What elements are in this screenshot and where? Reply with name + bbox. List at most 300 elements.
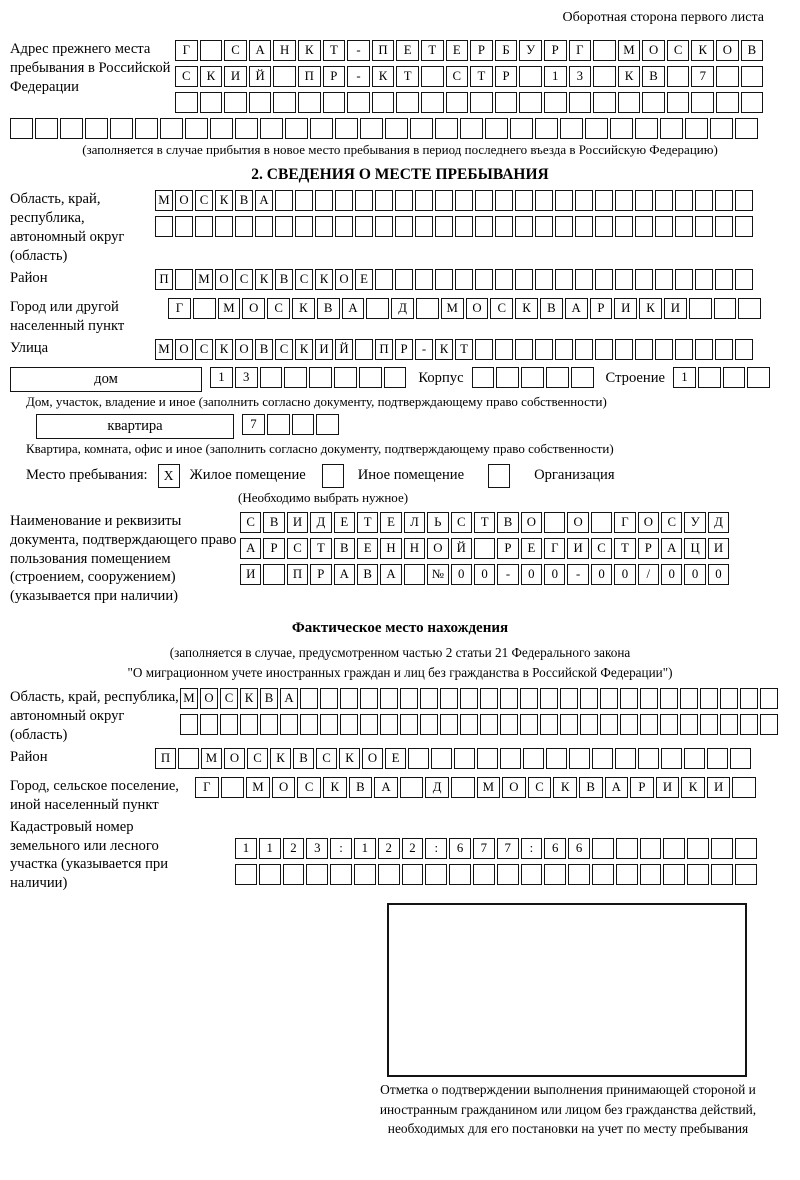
char-cell [435, 190, 453, 211]
char-cell [496, 367, 519, 388]
char-cell [200, 92, 223, 113]
char-cell [600, 688, 618, 709]
cell-row [195, 777, 756, 798]
char-cell: К [372, 66, 395, 87]
char-cell: Б [495, 40, 518, 61]
char-cell [715, 339, 733, 360]
char-cell: - [497, 564, 518, 585]
char-cell: Е [355, 269, 373, 290]
char-cell [440, 714, 458, 735]
char-cell [283, 864, 305, 885]
char-cell: 0 [708, 564, 729, 585]
char-cell [616, 864, 638, 885]
char-cell: 0 [684, 564, 705, 585]
char-cell: О [200, 688, 218, 709]
char-cell [523, 748, 544, 769]
char-cell [178, 748, 199, 769]
ulitsa-block [10, 339, 790, 365]
char-cell: К [292, 298, 315, 319]
char-cell: Д [391, 298, 414, 319]
char-cell [375, 269, 393, 290]
char-cell [760, 714, 778, 735]
char-cell: К [270, 748, 291, 769]
char-cell: И [708, 538, 729, 559]
char-cell [560, 714, 578, 735]
char-cell [475, 190, 493, 211]
char-cell [431, 748, 452, 769]
char-cell [275, 190, 293, 211]
dom-caption: Дом, участок, владение и иное (заполнить согласно документу, подтверждающему право собственности) [26, 394, 607, 410]
char-cell [295, 190, 313, 211]
char-cell: К [691, 40, 714, 61]
char-cell: С [235, 269, 253, 290]
char-cell [224, 92, 247, 113]
char-cell [35, 118, 58, 139]
char-cell [385, 118, 408, 139]
char-cell: В [317, 298, 340, 319]
char-cell [593, 66, 616, 87]
char-cell [420, 714, 438, 735]
char-cell [544, 512, 565, 533]
char-cell [675, 339, 693, 360]
char-cell [60, 118, 83, 139]
char-cell [359, 367, 382, 388]
char-cell: 0 [474, 564, 495, 585]
char-cell: П [375, 339, 393, 360]
prev-address-block [10, 40, 790, 118]
char-cell: 6 [449, 838, 471, 859]
char-cell [695, 190, 713, 211]
char-cell [395, 190, 413, 211]
fact-raion-block [10, 748, 790, 774]
char-cell: С [287, 538, 308, 559]
char-cell [595, 339, 613, 360]
char-cell: 2 [283, 838, 305, 859]
char-cell [300, 688, 318, 709]
char-cell [285, 118, 308, 139]
char-cell [267, 414, 290, 435]
char-cell [535, 216, 553, 237]
cell-row [210, 367, 406, 388]
char-cell [402, 864, 424, 885]
char-cell [723, 367, 746, 388]
char-cell: Н [380, 538, 401, 559]
char-cell: Р [497, 538, 518, 559]
char-cell: П [287, 564, 308, 585]
char-cell: Т [474, 512, 495, 533]
char-cell: С [667, 40, 690, 61]
char-cell: О [427, 538, 448, 559]
cell-row [175, 40, 763, 61]
char-cell [716, 92, 739, 113]
char-cell: А [280, 688, 298, 709]
char-cell: Е [385, 748, 406, 769]
char-cell [500, 688, 518, 709]
char-cell [735, 216, 753, 237]
char-cell [221, 777, 245, 798]
char-cell [687, 838, 709, 859]
oblast-block [10, 190, 790, 266]
char-cell [355, 339, 373, 360]
char-cell [235, 216, 253, 237]
char-cell [735, 190, 753, 211]
char-cell: Т [421, 40, 444, 61]
char-cell: Н [273, 40, 296, 61]
char-cell: А [240, 538, 261, 559]
char-cell: О [567, 512, 588, 533]
char-cell: А [565, 298, 588, 319]
char-cell: Й [335, 339, 353, 360]
char-cell [440, 688, 458, 709]
char-cell: А [255, 190, 273, 211]
char-cell [200, 40, 223, 61]
char-cell: К [240, 688, 258, 709]
char-cell [395, 216, 413, 237]
char-cell [535, 190, 553, 211]
zhiloe-label: Жилое помещение [189, 467, 306, 484]
char-cell [595, 190, 613, 211]
gorod-block [10, 298, 790, 336]
char-cell [395, 269, 413, 290]
char-cell: Р [395, 339, 413, 360]
char-cell: О [521, 512, 542, 533]
char-cell [323, 92, 346, 113]
char-cell: С [446, 66, 469, 87]
char-cell [571, 367, 594, 388]
char-cell [415, 269, 433, 290]
char-cell [720, 688, 738, 709]
char-cell [691, 92, 714, 113]
char-cell: / [638, 564, 659, 585]
cell-row [240, 538, 729, 559]
char-cell [747, 367, 770, 388]
char-cell: К [255, 269, 273, 290]
char-cell [660, 118, 683, 139]
cell-row [175, 92, 763, 113]
char-cell: В [579, 777, 603, 798]
ulitsa-label: Улица [10, 340, 49, 357]
char-cell: П [298, 66, 321, 87]
char-cell [451, 777, 475, 798]
char-cell [735, 339, 753, 360]
char-cell: Т [470, 66, 493, 87]
char-cell [714, 298, 737, 319]
char-cell: О [272, 777, 296, 798]
char-cell [235, 864, 257, 885]
checkbox-zhiloe: X [158, 464, 180, 488]
char-cell [255, 216, 273, 237]
char-cell [735, 269, 753, 290]
char-cell [560, 118, 583, 139]
char-cell [400, 714, 418, 735]
char-cell: : [330, 838, 352, 859]
char-cell [560, 688, 578, 709]
prev-address-caption: (заполняется в случае прибытия в новое место пребывания в период последнего въезда в Российскую Федерацию) [82, 142, 718, 157]
char-cell [732, 777, 756, 798]
char-cell [300, 714, 318, 735]
char-cell: О [175, 339, 193, 360]
char-cell [519, 66, 542, 87]
char-cell [335, 216, 353, 237]
stamp-box [387, 903, 747, 1077]
char-cell: 3 [306, 838, 328, 859]
cell-row [240, 564, 729, 585]
char-cell: С [195, 190, 213, 211]
char-cell: С [220, 688, 238, 709]
char-cell [263, 564, 284, 585]
char-cell [480, 714, 498, 735]
char-cell [515, 216, 533, 237]
char-cell [500, 748, 521, 769]
char-cell [642, 92, 665, 113]
char-cell: М [477, 777, 501, 798]
oblast-rows [155, 190, 753, 242]
char-cell [715, 269, 733, 290]
char-cell [667, 66, 690, 87]
char-cell: Р [630, 777, 654, 798]
char-cell: К [215, 190, 233, 211]
char-cell: А [605, 777, 629, 798]
char-cell: К [553, 777, 577, 798]
kvartira-caption: Квартира, комната, офис и иное (заполнить согласно документу, подтверждающему право собственности) [26, 441, 614, 457]
char-cell [404, 564, 425, 585]
char-cell: И [707, 777, 731, 798]
char-cell [675, 190, 693, 211]
dom-block [10, 367, 790, 393]
char-cell: Т [455, 339, 473, 360]
char-cell: Ь [427, 512, 448, 533]
char-cell: 1 [673, 367, 696, 388]
char-cell [275, 216, 293, 237]
char-cell: С [490, 298, 513, 319]
char-cell [410, 118, 433, 139]
char-cell [360, 688, 378, 709]
char-cell [420, 688, 438, 709]
char-cell: С [297, 777, 321, 798]
char-cell [555, 339, 573, 360]
char-cell: Д [425, 777, 449, 798]
char-cell: О [362, 748, 383, 769]
char-cell [615, 269, 633, 290]
char-cell [591, 512, 612, 533]
char-cell [575, 269, 593, 290]
char-cell: Т [614, 538, 635, 559]
cell-row [168, 298, 761, 319]
kadastr-block [10, 818, 790, 894]
char-cell [175, 269, 193, 290]
char-cell [618, 92, 641, 113]
fact-title: Фактическое место нахождения [291, 620, 509, 637]
char-cell [519, 92, 542, 113]
char-cell [738, 298, 761, 319]
cell-row [155, 216, 753, 237]
char-cell [595, 269, 613, 290]
char-cell: С [316, 748, 337, 769]
char-cell: А [342, 298, 365, 319]
char-cell [180, 714, 198, 735]
kadastr-label: Кадастровый номер земельного или лесного участка (указывается при наличии) [10, 818, 169, 892]
fact-oblast-label: Область, край, республика, автономный округ (область) [10, 688, 179, 743]
char-cell [685, 118, 708, 139]
char-cell [415, 216, 433, 237]
char-cell [193, 298, 216, 319]
doc-block [10, 512, 790, 607]
char-cell [475, 339, 493, 360]
prev-address-rows [175, 40, 763, 118]
char-cell [160, 118, 183, 139]
char-cell [610, 118, 633, 139]
char-cell: О [466, 298, 489, 319]
char-cell: К [323, 777, 347, 798]
cell-row [235, 838, 757, 859]
char-cell: К [298, 40, 321, 61]
char-cell: И [656, 777, 680, 798]
char-cell: 1 [354, 838, 376, 859]
char-cell [495, 92, 518, 113]
org-label: Организация [534, 467, 615, 484]
char-cell [298, 92, 321, 113]
char-cell [735, 838, 757, 859]
char-cell [380, 688, 398, 709]
char-cell [655, 269, 673, 290]
char-cell [661, 748, 682, 769]
char-cell: 2 [402, 838, 424, 859]
char-cell [575, 216, 593, 237]
char-cell: Т [323, 40, 346, 61]
char-cell [315, 216, 333, 237]
char-cell [663, 838, 685, 859]
char-cell [760, 688, 778, 709]
char-cell [408, 748, 429, 769]
char-cell [249, 92, 272, 113]
char-cell: Е [334, 512, 355, 533]
char-cell [240, 714, 258, 735]
char-cell [260, 367, 283, 388]
char-cell: С [224, 40, 247, 61]
char-cell [540, 714, 558, 735]
char-cell [416, 298, 439, 319]
char-cell [544, 92, 567, 113]
char-cell: К [315, 269, 333, 290]
char-cell: 6 [544, 838, 566, 859]
char-cell [435, 118, 458, 139]
char-cell [284, 367, 307, 388]
char-cell: Г [195, 777, 219, 798]
char-cell [495, 216, 513, 237]
char-cell: О [642, 40, 665, 61]
char-cell [309, 367, 332, 388]
char-cell [400, 777, 424, 798]
char-cell: В [293, 748, 314, 769]
mesto-block [26, 464, 790, 488]
char-cell: 0 [614, 564, 635, 585]
char-cell: В [235, 190, 253, 211]
char-cell [521, 367, 544, 388]
char-cell: 1 [210, 367, 233, 388]
char-cell: 7 [473, 838, 495, 859]
char-cell: М [195, 269, 213, 290]
char-cell: В [334, 538, 355, 559]
char-cell [135, 118, 158, 139]
char-cell [454, 748, 475, 769]
oblast-label: Область, край, республика, автономный округ (область) [10, 191, 125, 265]
char-cell [695, 339, 713, 360]
cell-row [472, 367, 594, 388]
fact-gorod-block [10, 777, 790, 815]
char-cell [684, 748, 705, 769]
char-cell [695, 269, 713, 290]
char-cell [655, 190, 673, 211]
char-cell: И [224, 66, 247, 87]
char-cell [310, 118, 333, 139]
char-cell: № [427, 564, 448, 585]
page-header: Оборотная сторона первого листа [562, 10, 764, 25]
char-cell [334, 367, 357, 388]
korpus-label: Корпус [418, 370, 464, 387]
char-cell: В [357, 564, 378, 585]
char-cell: О [242, 298, 265, 319]
char-cell [535, 269, 553, 290]
char-cell [335, 118, 358, 139]
cell-row [155, 190, 753, 211]
char-cell [569, 748, 590, 769]
char-cell [615, 190, 633, 211]
char-cell: К [515, 298, 538, 319]
char-cell [495, 269, 513, 290]
char-cell [546, 367, 569, 388]
char-cell: 1 [259, 838, 281, 859]
char-cell: У [519, 40, 542, 61]
char-cell: О [224, 748, 245, 769]
char-cell [585, 118, 608, 139]
char-cell: В [741, 40, 764, 61]
char-cell: Т [357, 512, 378, 533]
char-cell [235, 118, 258, 139]
char-cell [354, 864, 376, 885]
char-cell [375, 216, 393, 237]
char-cell [675, 216, 693, 237]
char-cell [306, 864, 328, 885]
char-cell [660, 714, 678, 735]
char-cell: 3 [235, 367, 258, 388]
char-cell [355, 216, 373, 237]
char-cell [741, 92, 764, 113]
cell-row [180, 688, 778, 709]
char-cell [460, 714, 478, 735]
char-cell [510, 118, 533, 139]
char-cell: Р [590, 298, 613, 319]
char-cell: Д [310, 512, 331, 533]
mesto-label: Место пребывания: [26, 467, 148, 484]
char-cell [687, 864, 709, 885]
char-cell: И [567, 538, 588, 559]
char-cell: В [540, 298, 563, 319]
char-cell [480, 688, 498, 709]
char-cell: С [661, 512, 682, 533]
char-cell: П [372, 40, 395, 61]
char-cell [592, 864, 614, 885]
char-cell: К [618, 66, 641, 87]
char-cell [260, 118, 283, 139]
char-cell: М [618, 40, 641, 61]
fact-note-line1: (заполняется в случае, предусмотренном частью 2 статьи 21 Федерального закона [169, 645, 631, 661]
char-cell [340, 688, 358, 709]
char-cell [515, 190, 533, 211]
cell-row [673, 367, 770, 388]
char-cell [711, 864, 733, 885]
char-cell: Р [310, 564, 331, 585]
cell-row [235, 864, 757, 885]
